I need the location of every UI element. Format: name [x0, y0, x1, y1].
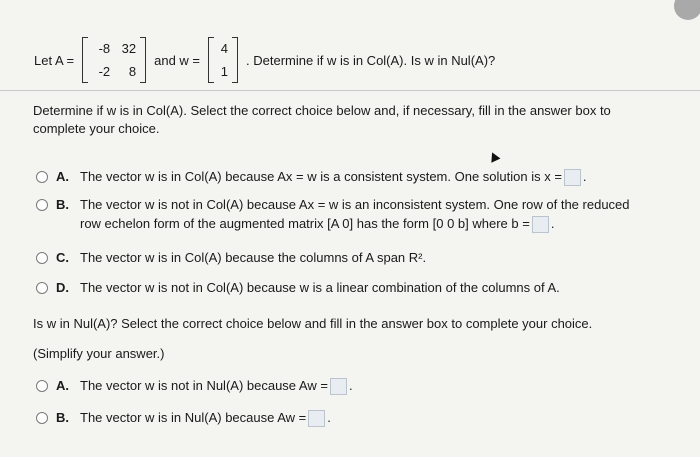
- option-text: The vector w is not in Col(A) because Ax = w is an inconsistent system. One row of the reduced: [80, 197, 630, 212]
- option-letter: B.: [56, 197, 69, 212]
- matrix-a-cell: 8: [128, 64, 137, 79]
- part1-option-b[interactable]: B. The vector w is not in Col(A) because Ax = w is an inconsistent system. One row of the reduced row echelon form of the augmented matrix [A 0] has the form [0 0 b] where b = .: [36, 195, 670, 233]
- answer-box[interactable]: [564, 169, 581, 186]
- part1-option-a[interactable]: A. The vector w is in Col(A) because Ax = w is a consistent system. One solution is x = .: [36, 167, 670, 186]
- radio-button[interactable]: [36, 171, 48, 183]
- part1-option-d[interactable]: [36, 278, 670, 297]
- option-text: The vector w is in Col(A) because Ax = w is a consistent system. One solution is x =: [80, 169, 562, 184]
- radio-button[interactable]: [36, 199, 48, 211]
- radio-button[interactable]: [36, 380, 48, 392]
- option-text: The vector w is in Col(A) because the columns of A span R².: [80, 250, 427, 265]
- matrix-a-cell: -8: [98, 41, 111, 56]
- problem-statement: [30, 30, 499, 90]
- radio-button[interactable]: [36, 282, 48, 294]
- radio-button[interactable]: [36, 412, 48, 424]
- vector-w-cell: 4: [220, 41, 229, 56]
- option-letter: C.: [56, 250, 69, 265]
- radio-button[interactable]: [36, 252, 48, 264]
- mouse-pointer-icon: [488, 150, 501, 162]
- and-w-label: and w =: [154, 52, 201, 68]
- answer-box[interactable]: [308, 410, 325, 427]
- matrix-a-cell: -2: [98, 64, 111, 79]
- option-letter: A.: [56, 169, 69, 184]
- part1-instruction-line1: Determine if w is in Col(A). Select the correct choice below and, if necessary, fill in the answer box to: [33, 103, 611, 118]
- vector-w: [208, 37, 238, 83]
- option-letter: D.: [56, 280, 69, 295]
- part2-instruction: Is w in Nul(A)? Select the correct choice below and fill in the answer box to complete your choice.: [33, 316, 593, 331]
- option-text: The vector w is not in Col(A) because w is a linear combination of the columns of A.: [80, 280, 560, 295]
- part1-instruction: [33, 102, 611, 138]
- part1-option-c[interactable]: [36, 248, 670, 267]
- divider: [0, 90, 700, 91]
- option-text: row echelon form of the augmented matrix [A 0] has the form [0 0 b] where b =: [80, 216, 530, 231]
- problem-question: . Determine if w is in Col(A). Is w in Nul(A)?: [246, 52, 496, 68]
- simplify-note: (Simplify your answer.): [33, 346, 165, 361]
- part2-option-b[interactable]: B. The vector w is in Nul(A) because Aw = .: [36, 408, 670, 427]
- matrix-a-cell: 32: [121, 41, 137, 56]
- part1-instruction-line2: complete your choice.: [33, 121, 160, 136]
- answer-box[interactable]: [532, 216, 549, 233]
- option-letter: B.: [56, 410, 69, 425]
- vector-w-cell: 1: [220, 64, 229, 79]
- matrix-a: [82, 37, 146, 83]
- option-text: The vector w is not in Nul(A) because Aw =: [80, 378, 328, 393]
- part2-option-a[interactable]: A. The vector w is not in Nul(A) because Aw = .: [36, 376, 670, 395]
- answer-box[interactable]: [330, 378, 347, 395]
- option-letter: A.: [56, 378, 69, 393]
- let-a-label: Let A =: [34, 52, 75, 68]
- settings-gear-icon[interactable]: [674, 0, 700, 20]
- option-text: The vector w is in Nul(A) because Aw =: [80, 410, 307, 425]
